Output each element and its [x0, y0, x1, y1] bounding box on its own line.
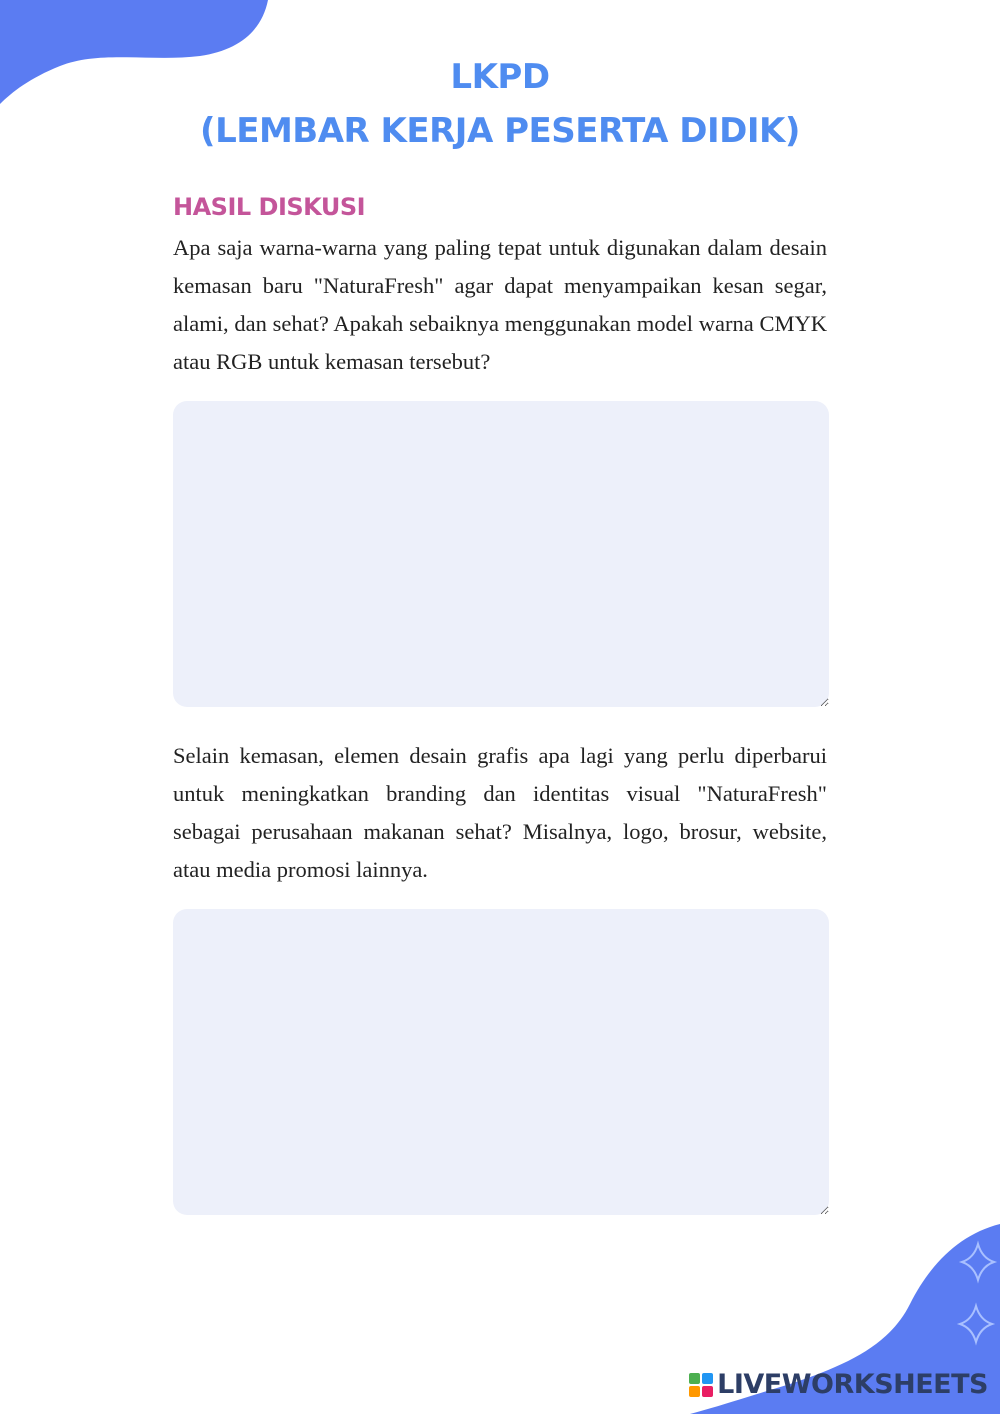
- question-1-text: Apa saja warna-warna yang paling tepat untuk digunakan dalam desain kemasan baru "NaturaFresh" agar dapat menyampaikan kesan segar, alami, dan sehat? Apakah sebaiknya menggunakan model warna CMYK atau RGB untuk kemasan tersebut?: [173, 235, 827, 374]
- answer-box-2[interactable]: [173, 909, 829, 1215]
- liveworksheets-logo-icon: [689, 1373, 713, 1397]
- answer-box-1[interactable]: [173, 401, 829, 707]
- page-title-line-1: LKPD: [450, 57, 550, 97]
- brand-footer: [689, 1369, 988, 1400]
- page-title: [0, 50, 1000, 158]
- section-heading: HASIL DISKUSI: [173, 193, 366, 221]
- page-title-line-2: (LEMBAR KERJA PESERTA DIDIK): [200, 111, 800, 151]
- question-2-text: Selain kemasan, elemen desain grafis apa lagi yang perlu diperbarui untuk meningkatkan branding dan identitas visual "NaturaFresh" sebagai perusahaan makanan sehat? Misalnya, logo, brosur, website, atau media promosi lainnya.: [173, 743, 827, 882]
- brand-name: LIVEWORKSHEETS: [717, 1369, 988, 1400]
